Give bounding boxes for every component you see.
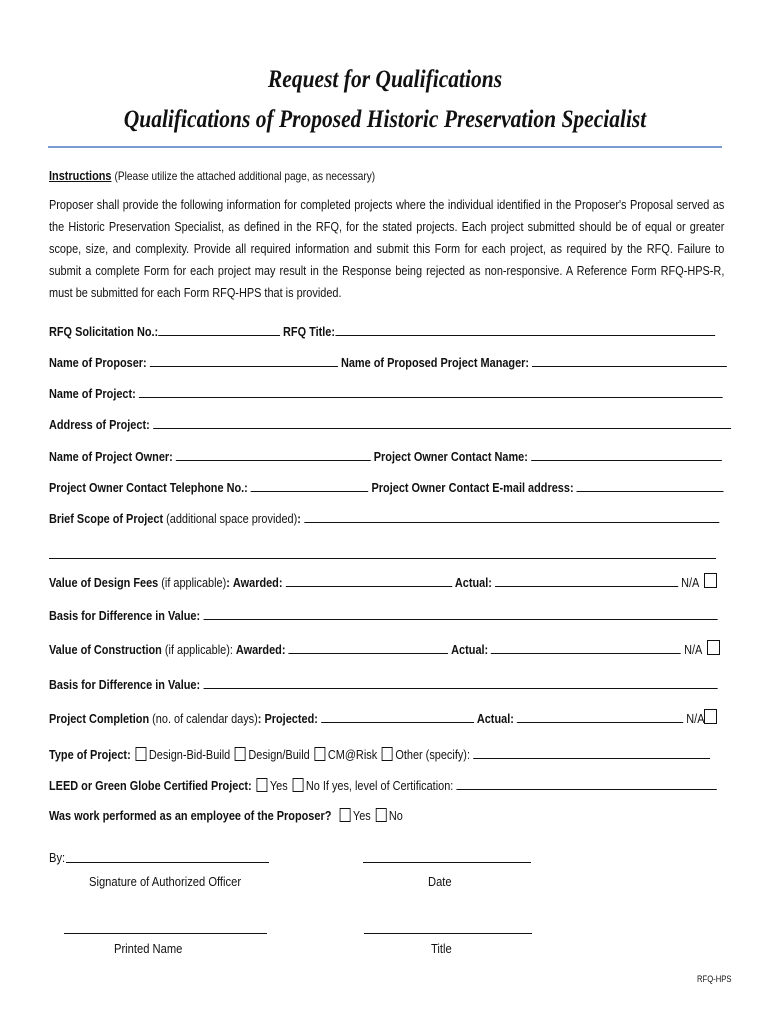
- leed-yes-label: Yes: [269, 778, 288, 793]
- construction-na-label: N/A: [684, 642, 703, 657]
- row-basis-1: [49, 607, 717, 624]
- design-fees-note: (if applicable): [161, 575, 227, 590]
- scope-input-extra-line[interactable]: [49, 558, 716, 559]
- row-project-owner: [49, 448, 722, 465]
- employee-yes-label: Yes: [352, 808, 371, 823]
- row-construction: Value of Construction (if applicable): Awarded: Actual: N/A: [49, 642, 703, 657]
- instructions-heading: [49, 168, 375, 184]
- rfq-title-label: RFQ Title:: [283, 324, 336, 339]
- scope-input[interactable]: [304, 510, 719, 523]
- design-fees-actual-input[interactable]: [495, 574, 678, 587]
- instructions-paragraph: Proposer shall provide the following information for completed projects where the individual identified in the Proposer's Proposal served as the Historic Preservation Specialist, as defined in the RFQ, for the stated projects. Each project submitted should be of equal or greater scope, size, and complexity. Provide all required information and submit this Form for each project, as required by the RFQ. Failure to submit a complete Form for each project may result in the Response being rejected as non-responsive. A Reference Form RFQ-HPS-R, must be submitted for each Form RFQ-HPS that is provided.: [49, 197, 725, 300]
- construction-note: (if applicable): [164, 642, 230, 657]
- scope-label: Brief Scope of Project: [49, 511, 164, 526]
- completion-note: (no. of calendar days): [152, 711, 258, 726]
- leed-no-label: No: [305, 778, 320, 793]
- row-rfq: [49, 323, 715, 340]
- project-manager-label: Name of Proposed Project Manager:: [340, 355, 530, 370]
- project-address-label: Address of Project:: [49, 417, 150, 432]
- design-fees-actual-label: Actual:: [454, 575, 492, 590]
- row-proposer: [49, 354, 727, 371]
- construction-label: Value of Construction: [49, 642, 162, 657]
- owner-contact-label: Project Owner Contact Name:: [373, 449, 528, 464]
- design-bid-build-checkbox[interactable]: [135, 747, 146, 761]
- design-fees-awarded-input[interactable]: [286, 574, 452, 587]
- basis-label-1: Basis for Difference in Value:: [49, 608, 201, 623]
- completion-actual-label: Actual:: [476, 711, 514, 726]
- row-project-address: [49, 416, 731, 433]
- row-design-fees: Value of Design Fees (if applicable): Awarded: Actual: N/A: [49, 575, 700, 590]
- leed-no-checkbox[interactable]: [292, 778, 303, 792]
- owner-email-label: Project Owner Contact E-mail address:: [371, 480, 574, 495]
- owner-phone-label: Project Owner Contact Telephone No.:: [49, 480, 248, 495]
- completion-na-checkbox[interactable]: [704, 709, 717, 724]
- project-owner-input[interactable]: [176, 448, 371, 461]
- project-manager-input[interactable]: [532, 354, 727, 367]
- completion-na-label: N/A: [686, 711, 705, 726]
- project-name-label: Name of Project:: [49, 386, 136, 401]
- form-code-footer: RFQ-HPS: [697, 974, 732, 984]
- employee-label: Was work performed as an employee of the Proposer?: [49, 808, 332, 823]
- document-title: Request for Qualifications: [267, 66, 503, 93]
- leed-level-input[interactable]: [456, 777, 716, 790]
- construction-awarded-input[interactable]: [289, 641, 449, 654]
- completion-actual-input[interactable]: [517, 710, 683, 723]
- employee-no-label: No: [388, 808, 403, 823]
- completion-projected-label: Projected:: [264, 711, 318, 726]
- instructions-note: (Please utilize the attached additional page, as necessary): [114, 169, 376, 183]
- signature-caption: Signature of Authorized Officer: [89, 874, 242, 889]
- scope-note: (additional space provided): [166, 511, 298, 526]
- leed-label: LEED or Green Globe Certified Project:: [49, 778, 252, 793]
- cm-at-risk-label: CM@Risk: [327, 747, 378, 762]
- rfq-solicitation-label: RFQ Solicitation No.:: [49, 324, 159, 339]
- title-line[interactable]: [364, 933, 532, 934]
- owner-contact-input[interactable]: [531, 448, 722, 461]
- row-leed: [49, 777, 717, 794]
- row-project-name: [49, 385, 723, 402]
- completion-projected-input[interactable]: [321, 710, 474, 723]
- design-bid-build-label: Design-Bid-Build: [148, 747, 231, 762]
- proposer-label: Name of Proposer:: [49, 355, 147, 370]
- signature-line[interactable]: [66, 862, 269, 863]
- printed-name-line[interactable]: [64, 933, 267, 934]
- completion-label: Project Completion: [49, 711, 150, 726]
- owner-email-input[interactable]: [577, 479, 724, 492]
- row-employee: [49, 808, 403, 824]
- basis-label-2: Basis for Difference in Value:: [49, 677, 201, 692]
- row-scope: Brief Scope of Project (additional space provided):: [49, 510, 719, 527]
- project-type-label: Type of Project:: [49, 747, 131, 762]
- project-name-input[interactable]: [139, 385, 723, 398]
- design-build-label: Design/Build: [248, 747, 310, 762]
- date-caption: Date: [428, 874, 452, 889]
- cm-at-risk-checkbox[interactable]: [314, 747, 325, 761]
- basis-input-2[interactable]: [203, 676, 717, 689]
- design-fees-na-label: N/A: [681, 575, 700, 590]
- row-basis-2: [49, 676, 717, 693]
- construction-awarded-label: Awarded:: [235, 642, 286, 657]
- other-type-label: Other (specify):: [395, 747, 470, 762]
- construction-actual-label: Actual:: [451, 642, 489, 657]
- owner-phone-input[interactable]: [251, 479, 369, 492]
- project-address-input[interactable]: [153, 416, 731, 429]
- row-owner-contact: [49, 479, 724, 496]
- title-divider: [48, 146, 722, 148]
- leed-yes-checkbox[interactable]: [256, 778, 267, 792]
- design-fees-awarded-label: Awarded:: [232, 575, 283, 590]
- by-label: By:: [49, 850, 66, 865]
- employee-yes-checkbox[interactable]: [339, 808, 350, 822]
- proposer-input[interactable]: [150, 354, 338, 367]
- other-type-input[interactable]: [473, 746, 710, 759]
- basis-input-1[interactable]: [203, 607, 717, 620]
- rfq-solicitation-input[interactable]: [158, 323, 280, 336]
- project-owner-label: Name of Project Owner:: [49, 449, 173, 464]
- document-subtitle: Qualifications of Proposed Historic Preservation Specialist: [123, 106, 647, 133]
- date-line[interactable]: [363, 862, 531, 863]
- design-fees-na-checkbox[interactable]: [704, 573, 717, 588]
- construction-actual-input[interactable]: [491, 641, 681, 654]
- employee-no-checkbox[interactable]: [375, 808, 386, 822]
- instructions-label: Instructions: [49, 168, 112, 183]
- other-type-checkbox[interactable]: [382, 747, 393, 761]
- rfq-title-input[interactable]: [335, 323, 715, 336]
- row-project-type: [49, 746, 710, 763]
- title-caption: Title: [431, 941, 452, 956]
- printed-name-caption: Printed Name: [114, 941, 183, 956]
- design-build-checkbox[interactable]: [235, 747, 246, 761]
- design-fees-label: Value of Design Fees: [49, 575, 159, 590]
- construction-na-checkbox[interactable]: [707, 640, 720, 655]
- row-completion: Project Completion (no. of calendar days): Projected: Actual: N/A: [49, 711, 705, 726]
- leed-level-label: If yes, level of Certification:: [322, 778, 454, 793]
